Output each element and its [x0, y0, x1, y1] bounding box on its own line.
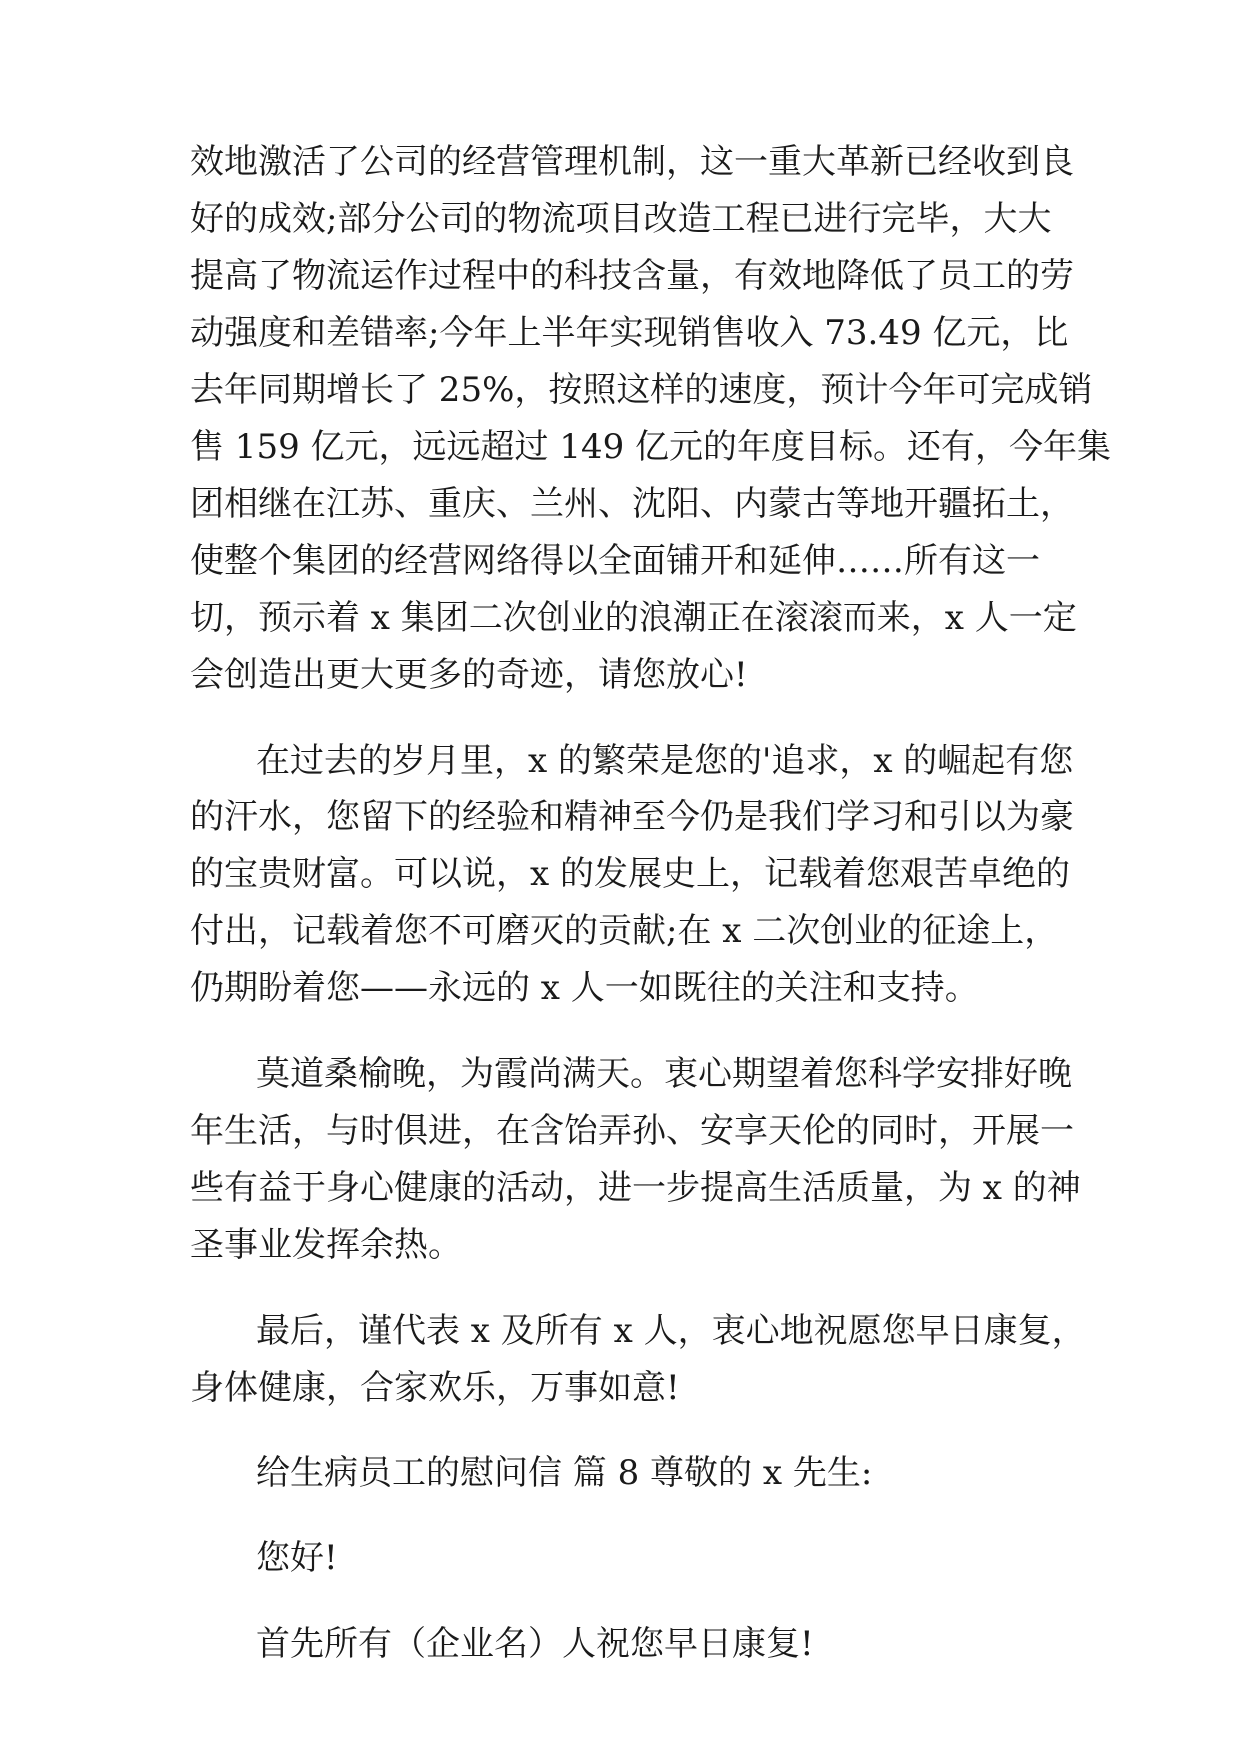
- letter-heading: 给生病员工的慰问信 篇 8 尊敬的 x 先生:: [256, 1453, 873, 1493]
- paragraph-1-line-6: 售 159 亿元，远远超过 149 亿元的年度目标。还有，今年集: [190, 427, 1112, 467]
- paragraph-1-line-3: 提高了物流运作过程中的科技含量，有效地降低了员工的劳: [190, 256, 1074, 296]
- paragraph-1-line-1: 效地激活了公司的经营管理机制，这一重大革新已经收到良: [190, 142, 1074, 182]
- letter-greeting: 您好!: [256, 1538, 338, 1578]
- paragraph-2-line-1: 在过去的岁月里，x 的繁荣是您的'追求，x 的崛起有您: [256, 741, 1074, 781]
- paragraph-1-line-10: 会创造出更大更多的奇迹，请您放心!: [190, 655, 748, 695]
- paragraph-1-line-2: 好的成效;部分公司的物流项目改造工程已进行完毕，大大: [190, 199, 1052, 239]
- paragraph-1-line-5: 去年同期增长了 25%，按照这样的速度，预计今年可完成销: [190, 370, 1093, 410]
- paragraph-2-line-2: 的汗水，您留下的经验和精神至今仍是我们学习和引以为豪: [190, 797, 1074, 837]
- paragraph-1-line-7: 团相继在江苏、重庆、兰州、沈阳、内蒙古等地开疆拓土，: [190, 484, 1074, 524]
- paragraph-2-line-5: 仍期盼着您——永远的 x 人一如既往的关注和支持。: [190, 968, 979, 1008]
- paragraph-3-line-2: 年生活，与时俱进，在含饴弄孙、安享天伦的同时，开展一: [190, 1111, 1074, 1151]
- paragraph-3-line-4: 圣事业发挥余热。: [190, 1225, 462, 1265]
- letter-opening-sentence: 首先所有（企业名）人祝您早日康复!: [256, 1624, 814, 1664]
- paragraph-1-line-9: 切，预示着 x 集团二次创业的浪潮正在滚滚而来，x 人一定: [190, 598, 1077, 638]
- paragraph-3-line-3: 些有益于身心健康的活动，进一步提高生活质量，为 x 的神: [190, 1168, 1081, 1208]
- paragraph-4-line-1: 最后，谨代表 x 及所有 x 人，衷心地祝愿您早日康复，: [256, 1311, 1086, 1351]
- paragraph-4-line-2: 身体健康，合家欢乐，万事如意!: [190, 1368, 680, 1408]
- paragraph-1-line-8: 使整个集团的经营网络得以全面铺开和延伸……所有这一: [190, 541, 1040, 581]
- paragraph-2-line-4: 付出，记载着您不可磨灭的贡献;在 x 二次创业的征途上，: [190, 911, 1059, 951]
- paragraph-3-line-1: 莫道桑榆晚，为霞尚满天。衷心期望着您科学安排好晚: [256, 1054, 1072, 1094]
- paragraph-2-line-3: 的宝贵财富。可以说，x 的发展史上，记载着您艰苦卓绝的: [190, 854, 1070, 894]
- paragraph-1-line-4: 动强度和差错率;今年上半年实现销售收入 73.49 亿元，比: [190, 313, 1069, 353]
